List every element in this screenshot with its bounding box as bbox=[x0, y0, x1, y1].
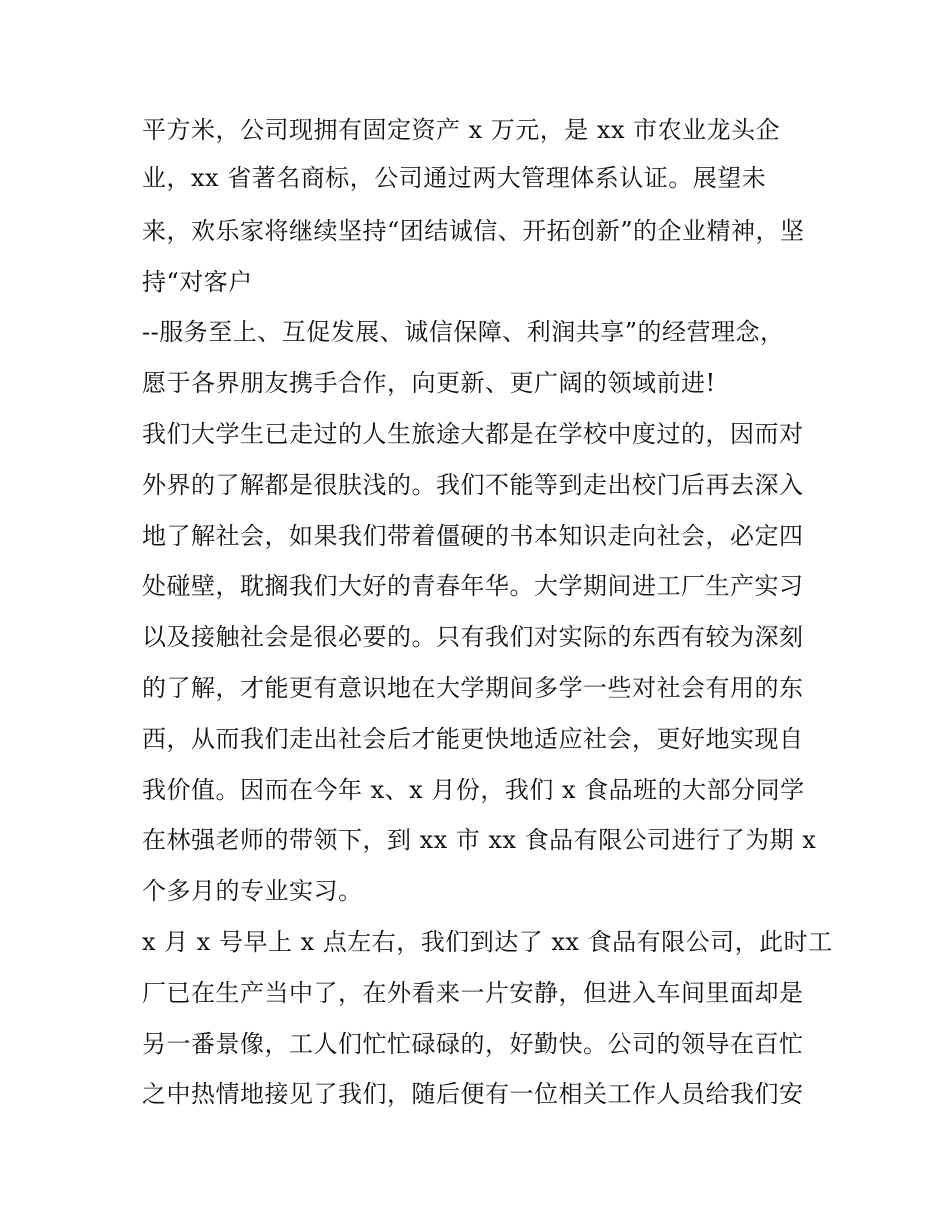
text-line: 愿于各界朋友携手合作，向更新、更广阔的领域前进! bbox=[142, 369, 716, 397]
text-line: 厂已在生产当中了，在外看来一片安静，但进入车间里面却是 bbox=[142, 979, 804, 1007]
text-line: 的了解，才能更有意识地在大学期间多学一些对社会有用的东 bbox=[142, 674, 804, 702]
text-line: 业，xx 省著名商标，公司通过两大管理体系认证。展望未 bbox=[142, 164, 767, 192]
text-line: 平方米，公司现拥有固定资产 x 万元，是 xx 市农业龙头企 bbox=[142, 116, 781, 144]
text-line: 个多月的专业实习。 bbox=[142, 877, 363, 905]
text-line: 以及接触社会是很必要的。只有我们对实际的东西有较为深刻 bbox=[142, 623, 804, 651]
text-line: 在林强老师的带领下，到 xx 市 xx 食品有限公司进行了为期 x bbox=[142, 826, 817, 854]
text-line: 来，欢乐家将继续坚持“团结诚信、开拓创新”的企业精神，坚 bbox=[142, 217, 805, 245]
text-line: x 月 x 号早上 x 点左右，我们到达了 xx 食品有限公司，此时工 bbox=[142, 928, 833, 956]
text-line: 持“对客户 bbox=[142, 268, 253, 296]
text-line: 外界的了解都是很肤浅的。我们不能等到走出校门后再去深入 bbox=[142, 471, 804, 499]
text-line: 我价值。因而在今年 x、x 月份，我们 x 食品班的大部分同学 bbox=[142, 776, 805, 804]
text-line: 我们大学生已走过的人生旅途大都是在学校中度过的，因而对 bbox=[142, 420, 804, 448]
text-line: 处碰壁，耽搁我们大好的青春年华。大学期间进工厂生产实习 bbox=[142, 572, 804, 600]
text-line: 之中热情地接见了我们，随后便有一位相关工作人员给我们安 bbox=[142, 1080, 804, 1108]
text-line: 地了解社会，如果我们带着僵硬的书本知识走向社会，必定四 bbox=[142, 522, 804, 550]
text-line: 另一番景像，工人们忙忙碌碌的，好勤快。公司的领导在百忙 bbox=[142, 1030, 804, 1058]
text-line: 西，从而我们走出社会后才能更快地适应社会，更好地实现自 bbox=[142, 725, 804, 753]
text-line: --服务至上、互促发展、诚信保障、利润共享”的经营理念， bbox=[142, 318, 785, 346]
